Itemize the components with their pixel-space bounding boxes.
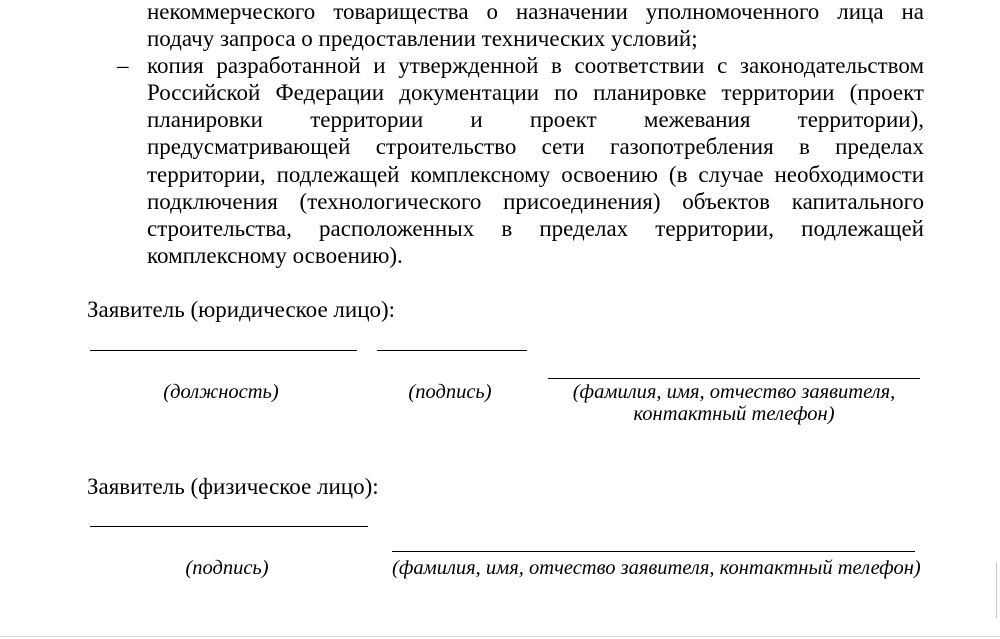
text-line: комплексному освоению). [147,242,403,268]
text-line: копия разработанной и утвержденной в соответствии с законодательством [147,53,924,79]
page-edge-marker [996,562,997,618]
legal-entity-heading: Заявитель (юридическое лицо): [87,297,396,323]
body-text [147,0,924,269]
text-line: планировки территории и проект межевания территории), [147,107,924,133]
position-blank-line [90,350,357,351]
name-blank-line [392,551,915,552]
text-line: строительства, расположенных в пределах территории, подлежащей [147,215,924,241]
page-bottom-edge [0,636,1000,637]
list-dash-marker: – [117,53,129,79]
signature-blank-line [90,526,368,527]
text-line: предусматривающей строительство сети газопотребления в пределах [147,134,924,160]
signature-caption: (подпись) [185,557,269,579]
position-caption: (должность) [163,381,279,403]
individual-heading: Заявитель (физическое лицо): [87,473,379,499]
name-caption-line: (фамилия, имя, отчество заявителя, [572,381,896,403]
name-blank-line [548,378,920,379]
text-line: подачу запроса о предоставлении технических условий; [147,26,698,52]
name-caption-line: контактный телефон) [633,403,835,425]
name-caption: (фамилия, имя, отчество заявителя, контактный телефон) [392,557,921,579]
signature-blank-line [377,350,527,351]
text-line: Российской Федерации документации по планировке территории (проект [147,80,924,106]
text-line: некоммерческого товарищества о назначении уполномоченного лица на [147,0,924,24]
signature-caption: (подпись) [408,381,492,403]
text-line: подключения (технологического присоединения) объектов капитального [147,188,924,214]
text-line: территории, подлежащей комплексному освоению (в случае необходимости [147,161,924,187]
